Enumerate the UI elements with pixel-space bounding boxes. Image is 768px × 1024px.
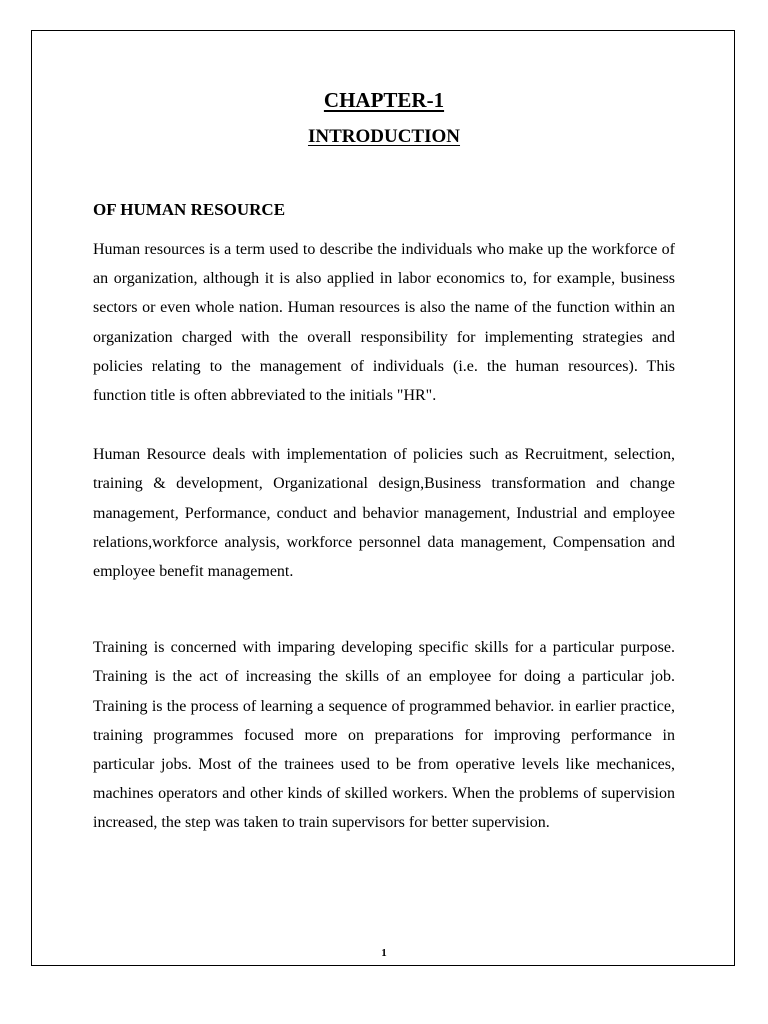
- paragraph-training: Training is concerned with imparing developing specific skills for a particular purpose. Training is the act of increasing the skills of an employee for doing a particular job. Training is the process of learning a sequence of programmed behavior. in earlier practice, training programmes focused more on preparations for improving performance in particular jobs. Most of the trainees used to be from operative levels like mechanices, machines operators and other kinds of skilled workers. When the problems of supervision increased, the step was taken to train supervisors for better supervision.: [93, 639, 675, 832]
- chapter-title: CHAPTER-1: [323, 88, 445, 112]
- document-body: [93, 86, 675, 838]
- paragraph-hr-definition: Human resources is a term used to describe the individuals who make up the workforce of an organization, although it is also applied in labor economics to, for example, business sectors or even whole nation. Human resources is also the name of the function within an organization charged with the overall responsibility for implementing strategies and policies relating to the management of individuals (i.e. the human resources). This function title is often abbreviated to the initials "HR".: [93, 241, 675, 405]
- page-number: 1: [381, 947, 387, 959]
- paragraph-hr-policies: Human Resource deals with implementation of policies such as Recruitment, selection, training & development, Organizational design,Business transformation and change management, Performance, conduct and behavior management, Industrial and employee relations,workforce analysis, workforce personnel data management, Compensation and employee benefit management.: [93, 446, 675, 581]
- section-heading: OF HUMAN RESOURCE: [93, 200, 286, 219]
- chapter-subtitle: INTRODUCTION: [307, 126, 461, 147]
